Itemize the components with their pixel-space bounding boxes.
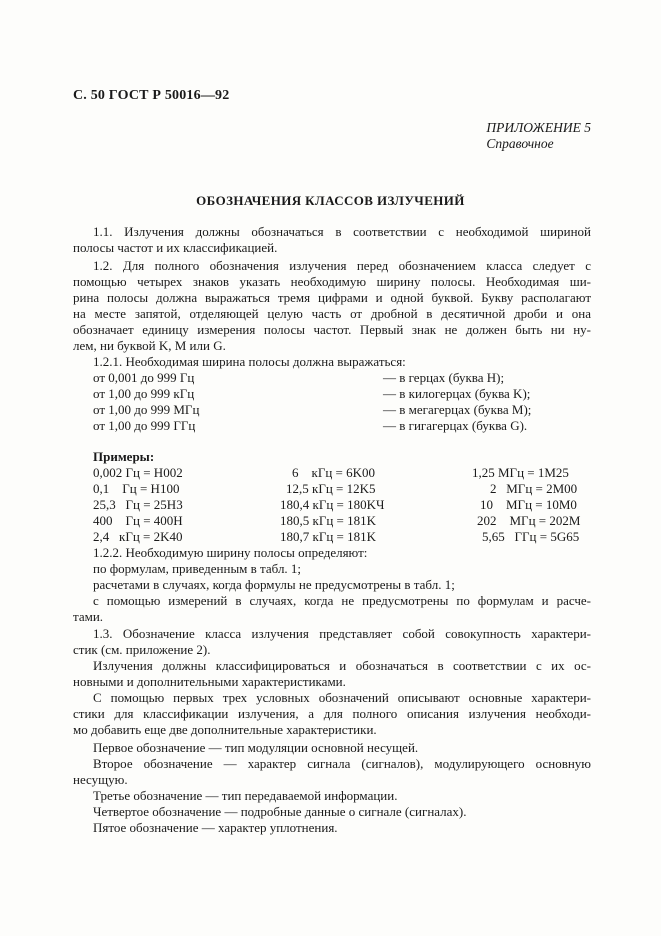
paragraph-1-2-1: 1.2.1. Необходимая ширина полосы должна выражаться: (93, 354, 406, 369)
text-line: несущую. (73, 772, 128, 787)
text-line: новными и дополнительными характеристиками. (73, 674, 346, 689)
text-line: тами. (73, 609, 104, 624)
text-line: с помощью измерений в случаях, когда не предусмотрены по формулам и расче- (93, 593, 591, 608)
designation-3: Третье обозначение — тип передаваемой информации. (93, 788, 398, 803)
text-line: 1.2. Для полного обозначения излучения перед обозначением класса следует с (93, 258, 591, 273)
range-left: от 0,001 до 999 Гц (93, 370, 195, 385)
text-line: Излучения должны классифицироваться и обозначаться в соответствии с их ос- (93, 658, 591, 673)
example-cell: 5,65 ГГц = 5G65 (482, 529, 580, 544)
designation-2 (73, 756, 591, 788)
method-item-measure (73, 593, 591, 625)
paragraph-classify (73, 658, 591, 690)
paragraph-1-2 (73, 258, 591, 354)
range-right: — в гигагерцах (буква G). (383, 418, 528, 433)
designation-1: Первое обозначение — тип модуляции основной несущей. (93, 740, 419, 755)
example-cell: 10 МГц = 10М0 (480, 497, 577, 512)
example-cell: 1,25 МГц = 1М25 (472, 465, 569, 480)
range-right: — в килогерцах (буква K); (383, 386, 531, 401)
text-line: 1.1. Излучения должны обозначаться в соответствии с необходимой шириной (93, 224, 591, 239)
example-cell: 400 Гц = 400Н (93, 513, 183, 528)
text-line: помощью четырех знаков указать необходимую ширину полосы. Необходимая ши- (73, 274, 591, 289)
method-item: по формулам, приведенным в табл. 1; (93, 561, 302, 576)
example-cell: 12,5 кГц = 12K5 (286, 481, 376, 496)
example-cell: 25,3 Гц = 25Н3 (93, 497, 183, 512)
range-right: — в мегагерцах (буква М); (383, 402, 532, 417)
text-line: стики для классификации излучения, а для полного описания излучения необходи- (73, 706, 591, 721)
text-line: рина полосы должна выражаться тремя цифрами и одной буквой. Букву располагают (73, 290, 591, 305)
example-cell: 6 кГц = 6K00 (292, 465, 376, 480)
example-cell: 2,4 кГц = 2K40 (93, 529, 183, 544)
method-item: расчетами в случаях, когда формулы не предусмотрены в табл. 1; (93, 577, 455, 592)
text-line: 1.3. Обозначение класса излучения представляет собой совокупность характери- (93, 626, 591, 641)
text-line: мо добавить еще две дополнительные характеристики. (73, 722, 377, 737)
text-line: на месте запятой, отделяющей целую часть от дробной в десятичной дроби и она (73, 306, 591, 321)
text-line: лем, ни буквой K, M или G. (73, 338, 226, 353)
range-left: от 1,00 до 999 МГц (93, 402, 200, 417)
page-header: С. 50 ГОСТ Р 50016—92 (73, 88, 230, 103)
paragraph-1-3 (73, 626, 591, 658)
section-title: ОБОЗНАЧЕНИЯ КЛАССОВ ИЗЛУЧЕНИЙ (196, 193, 465, 208)
text-line: Второе обозначение — характер сигнала (сигналов), модулирующего основную (93, 756, 591, 771)
text-line: полосы частот и их классификацией. (73, 240, 278, 255)
range-left: от 1,00 до 999 кГц (93, 386, 195, 401)
range-left: от 1,00 до 999 ГГц (93, 418, 196, 433)
text-line: стик (см. приложение 2). (73, 642, 211, 657)
appendix-subtitle: Справочное (486, 136, 554, 151)
designation-4: Четвертое обозначение — подробные данные о сигнале (сигналах). (93, 804, 467, 819)
range-right: — в герцах (буква Н); (383, 370, 505, 385)
example-cell: 0,1 Гц = Н100 (93, 481, 180, 496)
example-cell: 202 МГц = 202М (477, 513, 581, 528)
example-cell: 180,5 кГц = 181K (280, 513, 377, 528)
designation-5: Пятое обозначение — характер уплотнения. (93, 820, 338, 835)
examples-label: Примеры: (93, 449, 155, 464)
paragraph-first-three (73, 690, 591, 738)
text-line: С помощью первых трех условных обозначений описывают основные характери- (93, 690, 591, 705)
example-cell: 180,7 кГц = 181K (280, 529, 377, 544)
example-cell: 2 МГц = 2М00 (490, 481, 578, 496)
paragraph-1-1 (73, 224, 591, 256)
example-cell: 180,4 кГц = 180KЧ (280, 497, 385, 512)
paragraph-1-2-2: 1.2.2. Необходимую ширину полосы определяют: (93, 545, 368, 560)
example-cell: 0,002 Гц = Н002 (93, 465, 183, 480)
text-line: обозначает единицу измерения полосы частот. Первый знак не должен быть ни ну- (73, 322, 591, 337)
appendix-label (486, 120, 591, 152)
appendix-title: ПРИЛОЖЕНИЕ 5 (486, 120, 591, 135)
